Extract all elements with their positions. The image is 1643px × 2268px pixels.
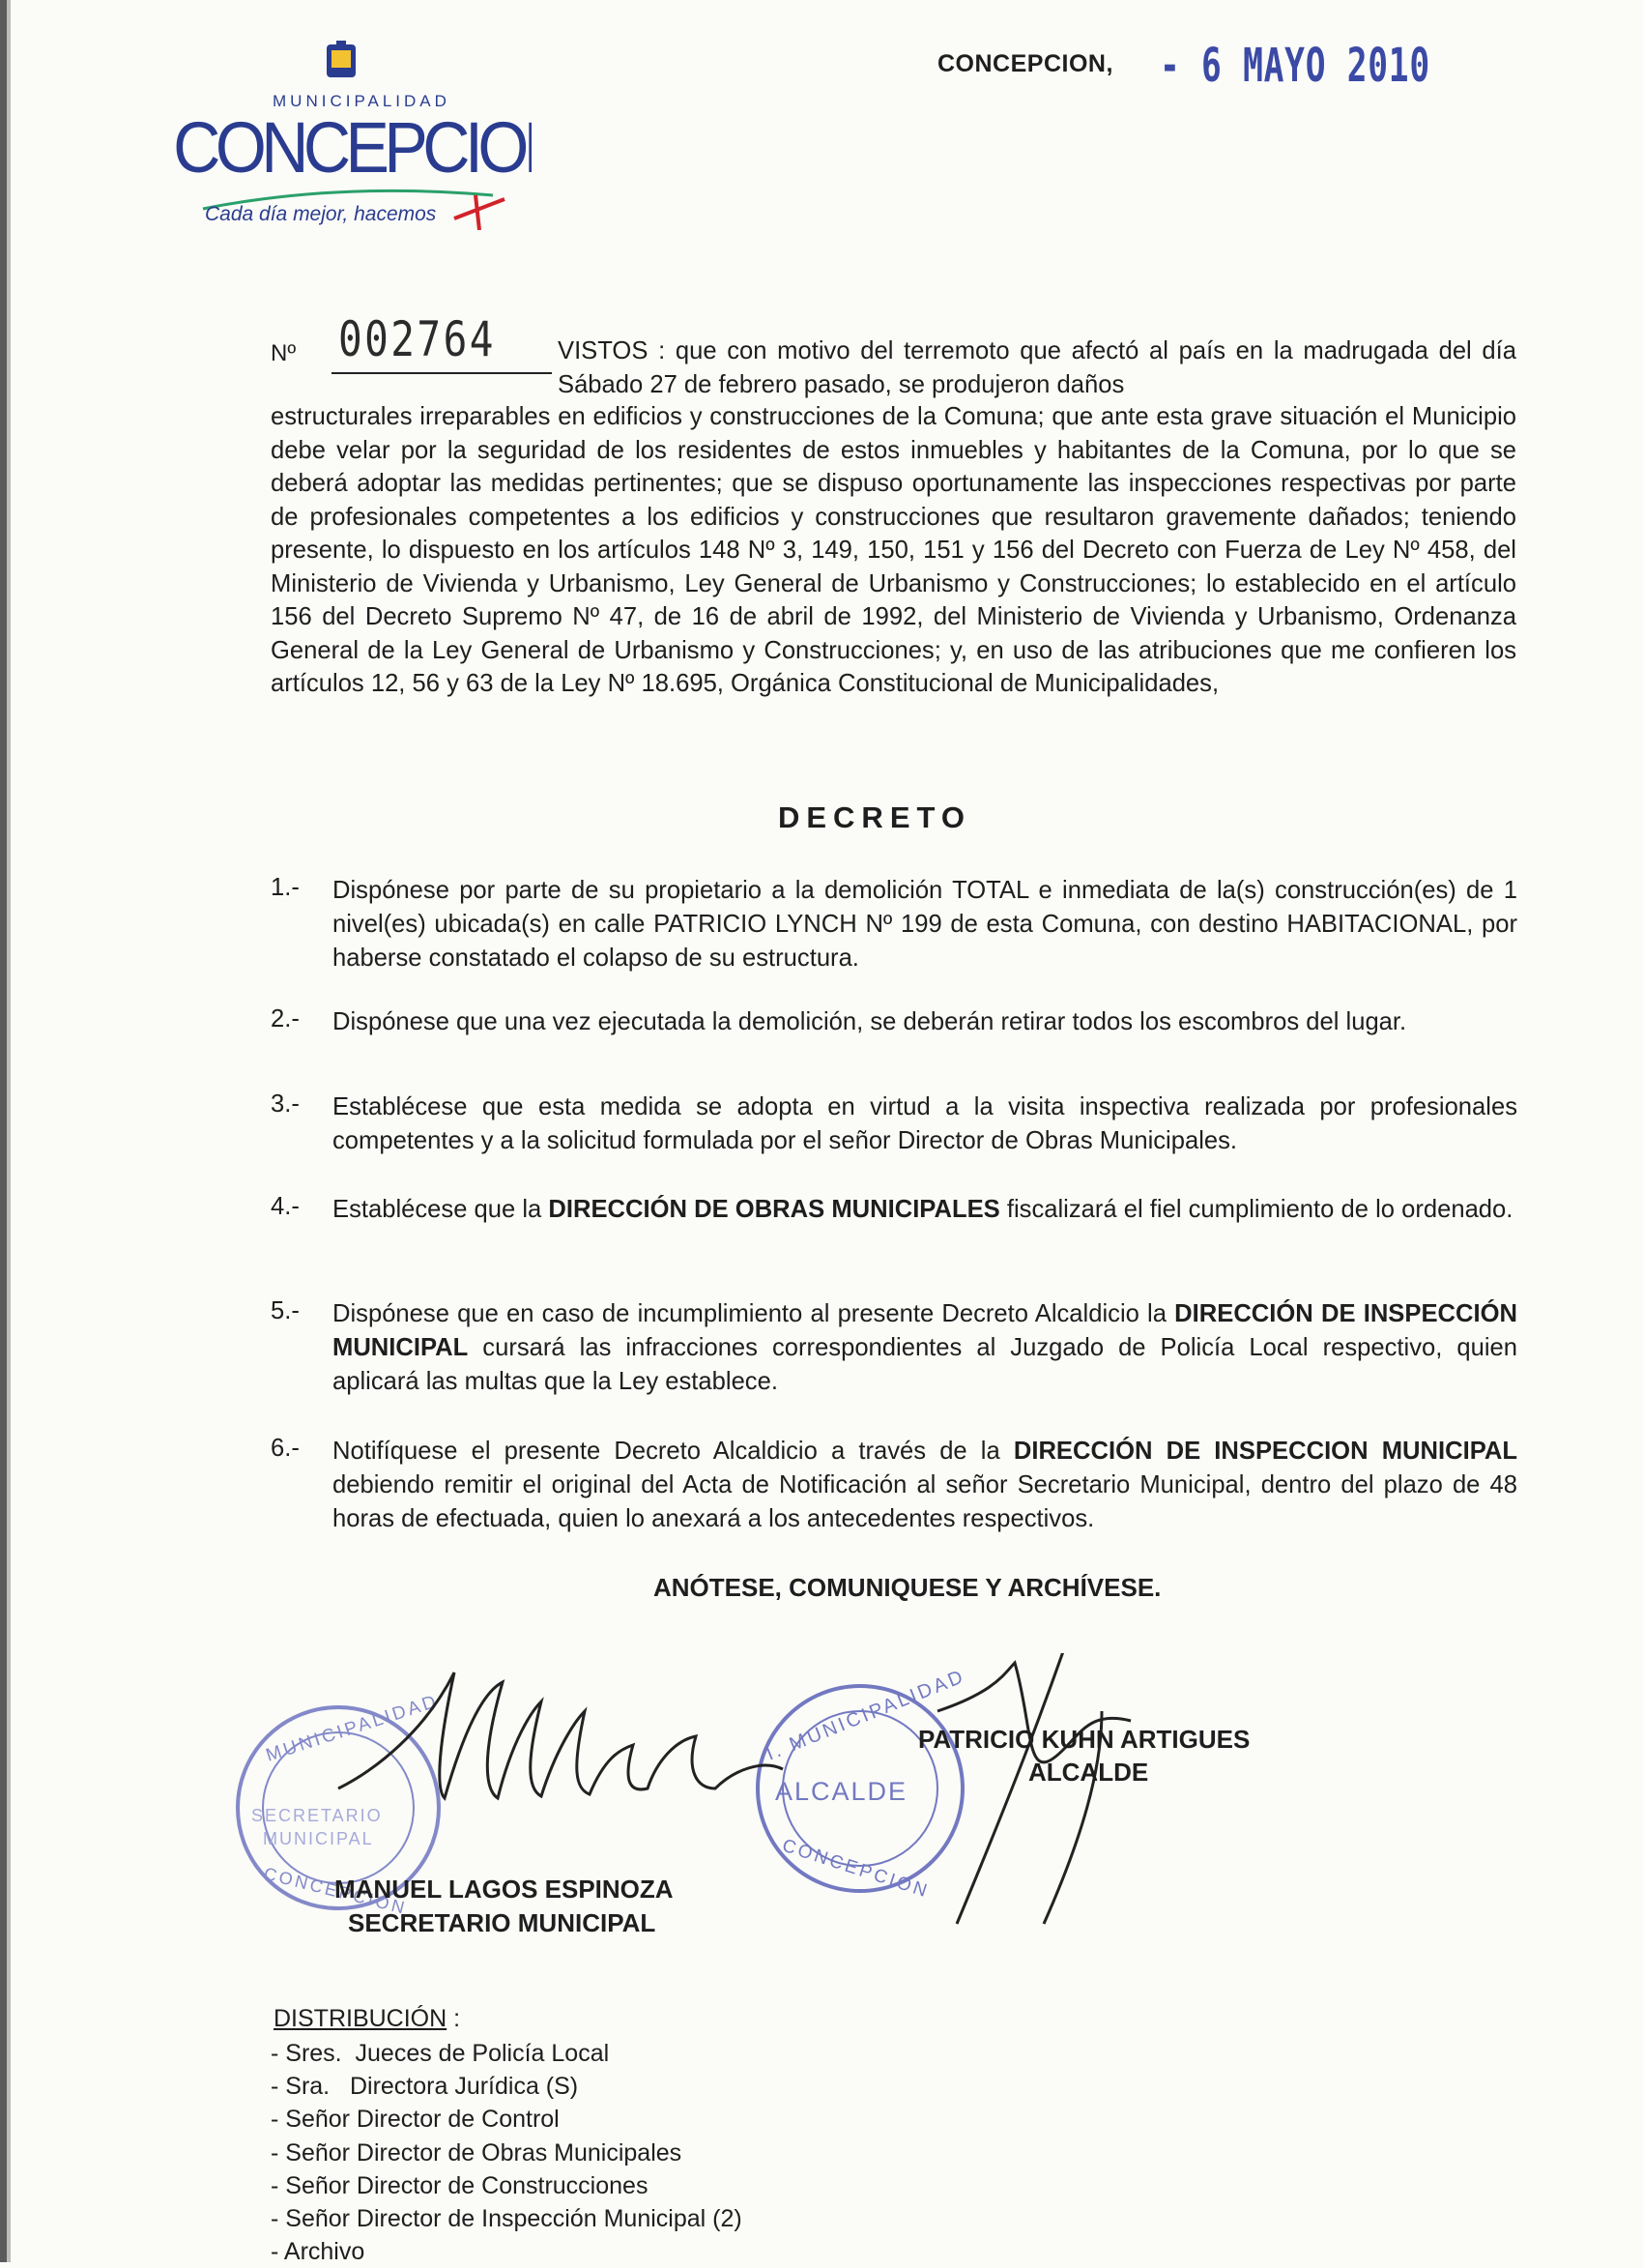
alcalde-name: PATRICIO KUHN ARTIGUES (918, 1725, 1251, 1754)
decreto-heading: DECRETO (777, 800, 971, 834)
logo-wordmark: CONCEPCION (173, 108, 532, 189)
list-item: - Señor Director de Control (271, 2106, 560, 2134)
decree-number-label: Nº (271, 340, 297, 366)
list-item: - Señor Director de Construcciones (271, 2171, 649, 2199)
item-number: 3.- (271, 1090, 300, 1118)
item-text: Notifíquese el presente Decreto Alcaldicio a través de la DIRECCIÓN DE INSPECCION MUNICIPAL debiendo remitir el original del Acta de Notificación al señor Secretario Municipal, dentro del plazo de 48 horas de efectuada, quien lo anexará a los antecedentes respectivos. (332, 1438, 1517, 1532)
svg-text:CONCEPCION: CONCEPCION (779, 1835, 933, 1903)
place-label: CONCEPCION, (937, 50, 1113, 77)
item-text: Dispónese por parte de su propietario a la demolición TOTAL e inmediata de la(s) construcción(es) de 1 nivel(es) ubicada(s) en calle PATRICIO LYNCH Nº 199 de esta Comuna, con destino HABITACIONAL, por haberse constatado el colapso de su estructura. (332, 877, 1517, 972)
distribution-list (271, 2037, 742, 2268)
plus-mark-icon (454, 195, 504, 230)
svg-text:MUNICIPALIDAD: MUNICIPALIDAD (263, 1691, 442, 1766)
item-text: Dispónese que en caso de incumplimiento al presente Decreto Alcaldicio la DIRECCIÓN DE INSPECCIÓN MUNICIPAL cursará las infracciones correspondientes al Juzgado de Policía Local respectivo, quien aplicará las multas que la Ley establece. (332, 1300, 1517, 1395)
item-number: 2.- (271, 1005, 300, 1032)
list-item: - Archivo (271, 2238, 365, 2266)
secretario-title: SECRETARIO MUNICIPAL (348, 1908, 656, 1937)
item-text: Dispónese que una vez ejecutada la demolición, se deberán retirar todos los escombros del lugar. (332, 1008, 1407, 1035)
decree-number: 002764 (338, 311, 496, 367)
date-stamp: - 6 MAYO 2010 (1160, 39, 1430, 93)
municipal-logo (164, 37, 532, 230)
secretario-signature (338, 1672, 783, 1798)
closing-formula: ANÓTESE, COMUNIQUESE Y ARCHÍVESE. (653, 1573, 1162, 1602)
number-underline (331, 372, 552, 374)
item-number: 1.- (271, 874, 300, 901)
list-item: - Señor Director de Obras Municipales (271, 2138, 682, 2166)
item-text: Establécese que esta medida se adopta en virtud a la visita inspectiva realizada por profesionales competentes y a la solicitud formulada por el señor Director de Obras Municipales. (332, 1093, 1517, 1154)
distribution-heading: DISTRIBUCIÓN : (274, 2005, 461, 2032)
list-item: - Sra. Directora Jurídica (S) (271, 2073, 579, 2101)
svg-text:ALCALDE: ALCALDE (775, 1777, 908, 1806)
svg-text:SECRETARIO: SECRETARIO (251, 1806, 383, 1825)
scan-edge-shadow (7, 0, 11, 2262)
alcalde-signature (937, 1653, 1131, 1924)
logo-tagline: Cada día mejor, hacemos (205, 203, 437, 225)
vistos-first-lines: VISTOS : que con motivo del terremoto que afectó al país en la madrugada del día Sábado 27 de febrero pasado, se produjeron daños (558, 337, 1516, 398)
svg-text:CONCEPCION: CONCEPCION (261, 1863, 410, 1918)
logo-line1: MUNICIPALIDAD (273, 92, 450, 110)
list-item: - Sres. Jueces de Policía Local (271, 2040, 610, 2067)
secretario-name: MANUEL LAGOS ESPINOZA (334, 1875, 674, 1904)
item-number: 6.- (271, 1435, 300, 1462)
alcalde-title: ALCALDE (1028, 1758, 1149, 1787)
item-text: Establécese que la DIRECCIÓN DE OBRAS MUNICIPALES fiscalizará el fiel cumplimiento de lo ordenado. (332, 1196, 1513, 1223)
vistos-body: estructurales irreparables en edificios y construcciones de la Comuna; que ante esta grave situación el Municipio debe velar por la seguridad de los residentes de estos inmuebles y habitantes de la Comuna, por lo que se deberá adoptar las medidas pertinentes; que se dispuso oportunamente las inspecciones respectivas por parte de profesionales competentes a los edificios y construcciones que resultaron gravemente dañados; teniendo presente, lo dispuesto en los artículos 148 Nº 3, 149, 150, 151 y 156 del Decreto con Fuerza de Ley Nº 458, del Ministerio de Vivienda y Urbanismo, Ley General de Urbanismo y Construcciones; lo establecido en el artículo 156 del Decreto Supremo Nº 47, de 16 de abril de 1992, del Ministerio de Vivienda y Urbanismo, Ordenanza General de la Ley General de Urbanismo y Construcciones; y, en uso de las atribuciones que me confieren los artículos 12, 56 y 63 de la Ley Nº 18.695, Orgánica Constitucional de Municipalidades, (271, 403, 1516, 697)
alcalde-stamp (758, 1666, 968, 1903)
svg-text:I. MUNICIPALIDAD: I. MUNICIPALIDAD (763, 1665, 969, 1765)
item-number: 4.- (271, 1193, 300, 1220)
list-item: - Señor Director de Inspección Municipal (2) (271, 2205, 742, 2233)
item-number: 5.- (271, 1297, 300, 1324)
svg-text:MUNICIPAL: MUNICIPAL (263, 1829, 374, 1848)
scan-edge (0, 0, 7, 2262)
